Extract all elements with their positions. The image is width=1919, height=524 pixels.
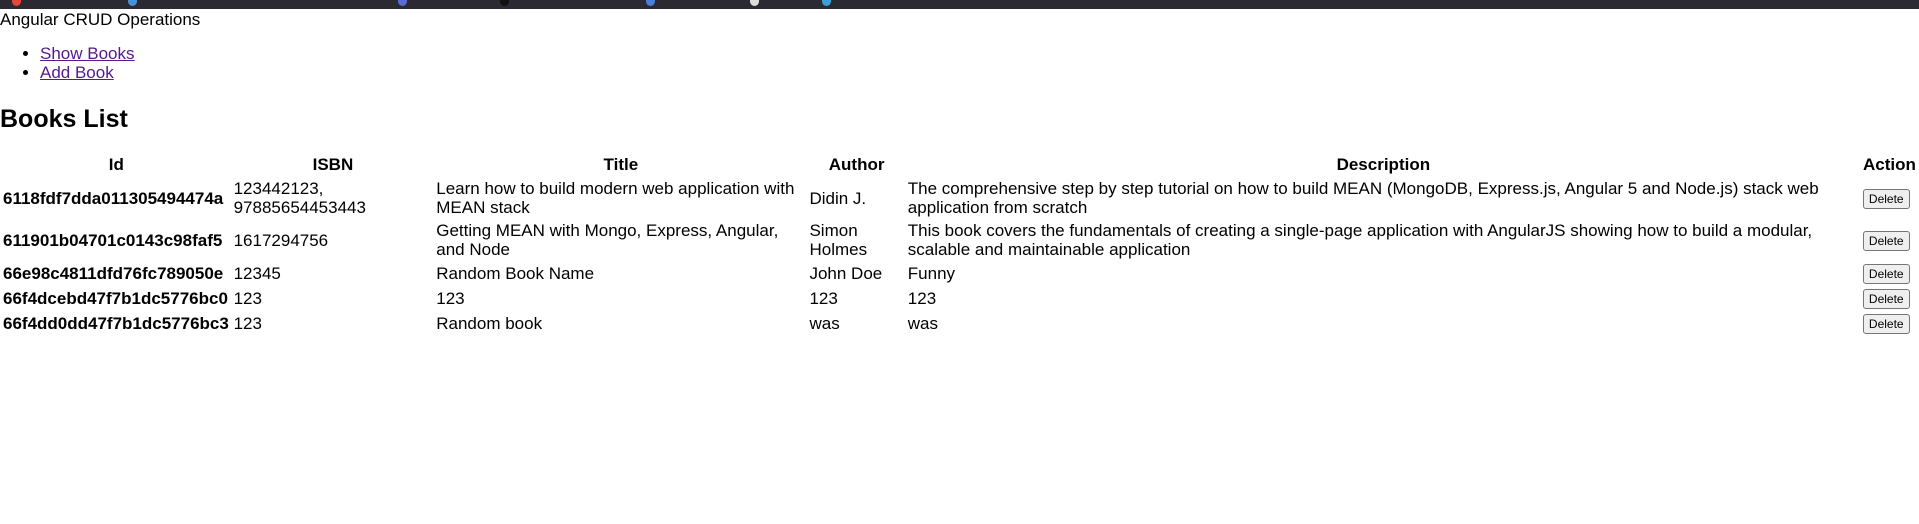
book-id: 66e98c4811dfd76fc789050e [3,264,224,283]
book-description: was [907,314,939,333]
book-action [1862,312,1917,335]
column-header-action: Action [1863,155,1916,174]
app-title: Angular CRUD Operations [0,10,201,29]
column-header-isbn: ISBN [312,155,354,174]
book-title: Getting MEAN with Mongo, Express, Angular, and Node [436,221,779,259]
nav-item-show-books [40,44,135,63]
delete-button[interactable]: Delete [1863,231,1910,251]
column-header-id: Id [108,155,124,174]
table-row [2,287,1917,310]
book-title: Learn how to build modern web application with MEAN stack [436,179,795,217]
book-title: Random book [436,314,543,333]
book-isbn: 123 [233,314,262,333]
book-description: 123 [907,289,937,308]
book-author: was [809,314,840,333]
delete-button[interactable]: Delete [1863,289,1910,309]
table-row [2,312,1917,335]
book-id: 66f4dd0dd47f7b1dc5776bc3 [3,314,229,333]
book-id: 66f4dcebd47f7b1dc5776bc0 [3,289,228,308]
column-header-title: Title [603,155,639,174]
book-action [1862,220,1917,260]
book-id: 6118fdf7dda011305494474a [3,188,224,208]
book-isbn: 12345 [233,264,281,283]
main-nav [0,44,135,82]
column-header-description: Description [1336,155,1431,174]
book-description: This book covers the fundamentals of creating a single-page application with AngularJS showing how to build a modular, scalable and maintainable application [907,221,1813,259]
show-books-link[interactable]: Show Books [40,44,135,63]
book-action [1862,287,1917,310]
book-isbn: 1617294756 [233,230,329,250]
table-header-row [2,154,1917,176]
book-author: John Doe [809,264,883,283]
table-row [2,178,1917,218]
column-header-author: Author [828,155,885,174]
book-title: 123 [436,289,465,308]
book-isbn: 123442123, 97885654453443 [233,179,366,217]
tab-favicon-icon [398,0,407,6]
delete-button[interactable]: Delete [1863,264,1910,284]
add-book-link[interactable]: Add Book [40,63,114,82]
table-row [2,220,1917,260]
browser-tab-strip [0,0,1919,9]
book-action [1862,262,1917,285]
book-author: Didin J. [809,188,867,208]
delete-button[interactable]: Delete [1863,189,1910,209]
book-description: The comprehensive step by step tutorial on how to build MEAN (MongoDB, Express.js, Angular 5 and Node.js) stack web application from scratch [907,179,1819,217]
tab-favicon-icon [12,0,21,6]
book-description: Funny [907,264,956,283]
delete-button[interactable]: Delete [1863,314,1910,334]
tab-favicon-icon [750,0,759,6]
page-title: Books List [0,105,128,133]
table-row [2,262,1917,285]
book-id: 611901b04701c0143c98faf5 [3,230,223,250]
tab-favicon-icon [822,0,831,6]
book-isbn: 123 [233,289,262,308]
book-author: Simon Holmes [809,221,868,259]
book-author: 123 [809,289,838,308]
books-table [0,152,1919,337]
book-action [1862,178,1917,218]
tab-favicon-icon [646,0,655,6]
tab-favicon-icon [500,0,509,6]
nav-item-add-book [40,63,135,82]
book-title: Random Book Name [436,264,595,283]
tab-favicon-icon [128,0,137,6]
